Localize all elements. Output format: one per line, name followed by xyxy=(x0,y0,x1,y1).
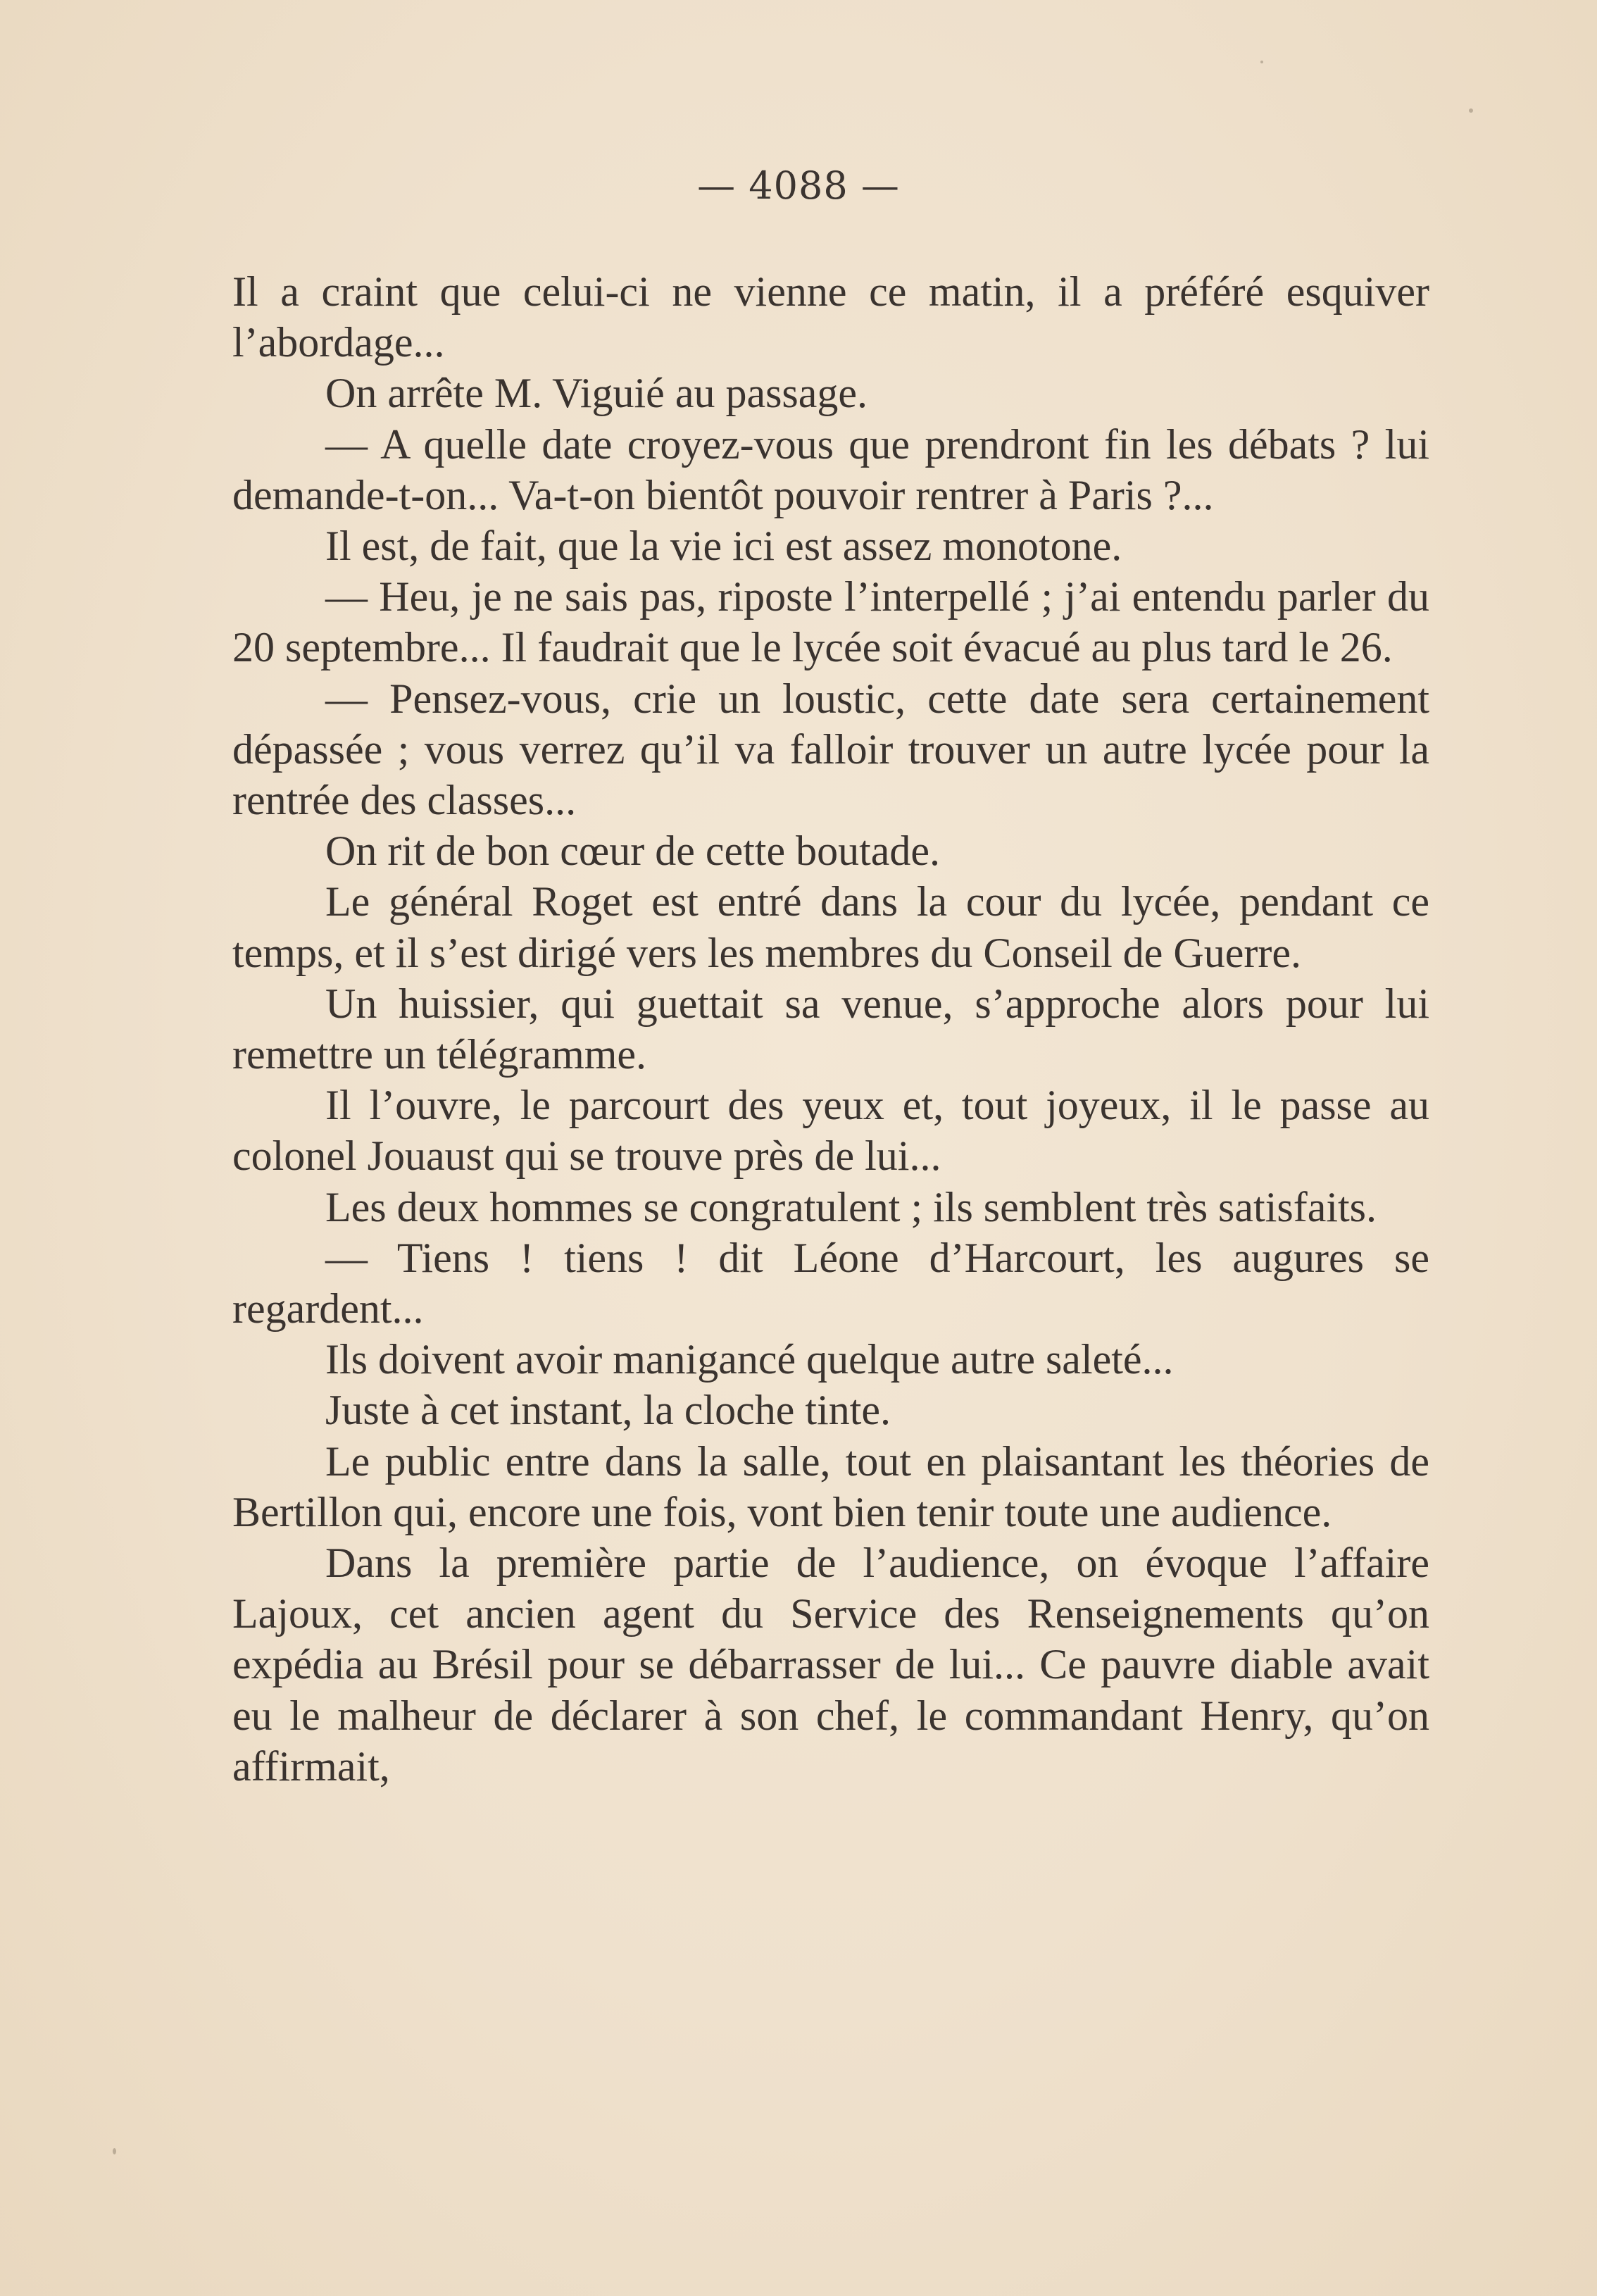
paragraph: On arrête M. Viguié au passage. xyxy=(325,370,868,417)
paragraph: Juste à cet instant, la cloche tinte. xyxy=(325,1387,891,1434)
paragraph: Dans la première partie de l’audience, on évoque l’affaire Lajoux, cet ancien agent du Service des Renseignements qu’on expédia au Brésil pour se débarrasser de lui... Ce pauvre diable avait eu le malheur de déclarer à son chef, le commandant Henry, qu’on affirmait, xyxy=(232,1540,1429,1790)
paragraph: Il l’ouvre, le parcourt des yeux et, tout joyeux, il le passe au colonel Jouaust qui se trouve près de lui... xyxy=(232,1082,1429,1180)
paragraph: — A quelle date croyez-vous que prendront fin les débats ? lui demande-t-on... Va-t-on bientôt pouvoir rentrer à Paris ?... xyxy=(232,420,1429,518)
paragraph: Il a craint que celui-ci ne vienne ce matin, il a préféré esquiver l’abordage... xyxy=(232,268,1429,366)
paragraph: Ils doivent avoir manigancé quelque autre saleté... xyxy=(325,1336,1174,1383)
body-text xyxy=(232,266,1429,1792)
paper-speck xyxy=(113,2148,116,2154)
paragraph: Il est, de fait, que la vie ici est assez monotone. xyxy=(325,523,1122,570)
paragraph: Le public entre dans la salle, tout en plaisantant les théories de Bertillon qui, encore une fois, vont bien tenir toute une audience. xyxy=(232,1437,1429,1535)
paper-speck xyxy=(1260,61,1263,63)
paper-speck xyxy=(1469,108,1473,113)
page-number-header: — 4088 — xyxy=(697,163,900,208)
paragraph: Un huissier, qui guettait sa venue, s’approche alors pour lui remettre un télégramme. xyxy=(232,980,1429,1078)
paragraph: — Tiens ! tiens ! dit Léone d’Harcourt, les augures se regardent... xyxy=(232,1234,1429,1333)
paragraph: On rit de bon cœur de cette boutade. xyxy=(325,828,941,875)
paragraph: Les deux hommes se congratulent ; ils semblent très satisfaits. xyxy=(325,1183,1377,1230)
paragraph: Le général Roget est entré dans la cour du lycée, pendant ce temps, et il s’est dirigé vers les membres du Conseil de Guerre. xyxy=(232,878,1429,976)
paragraph: — Heu, je ne sais pas, riposte l’interpellé ; j’ai entendu parler du 20 septembre... Il faudrait que le lycée soit évacué au plus tard le 26. xyxy=(232,573,1429,671)
paragraph: — Pensez-vous, crie un loustic, cette date sera certainement dépassée ; vous verrez qu’il va falloir trouver un autre lycée pour la rentrée des classes... xyxy=(232,675,1429,824)
